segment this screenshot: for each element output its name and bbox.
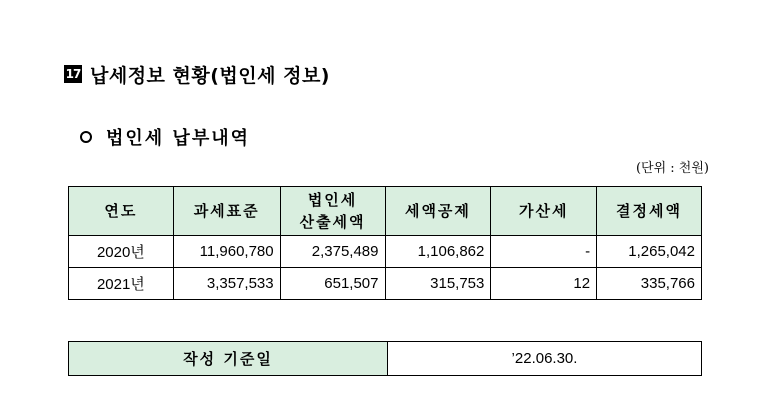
header-additional-tax: 가산세 — [491, 187, 597, 236]
cell-computed-tax: 651,507 — [280, 268, 385, 300]
reference-date-label: 작성 기준일 — [69, 342, 388, 376]
unit-note: (단위 : 천원) — [635, 161, 709, 176]
cell-year: 2021년 — [69, 268, 174, 300]
subsection-title-text: 법인세 납부내역 — [106, 128, 250, 149]
cell-computed-tax: 2,375,489 — [280, 236, 385, 268]
cell-tax-base: 11,960,780 — [173, 236, 280, 268]
cell-tax-credit: 315,753 — [385, 268, 491, 300]
reference-date-value: ’22.06.30. — [388, 342, 702, 376]
cell-year: 2020년 — [69, 236, 174, 268]
section-title — [64, 62, 330, 86]
header-tax-credit: 세액공제 — [385, 187, 491, 236]
header-computed-tax — [280, 187, 385, 236]
cell-tax-base: 3,357,533 — [173, 268, 280, 300]
section-title-text: 납세정보 현황(법인세 정보) — [90, 64, 330, 87]
header-year: 연도 — [69, 187, 174, 236]
header-computed-tax-line2: 산출세액 — [299, 213, 366, 231]
section-number-badge: 17 — [65, 67, 81, 81]
table-header-row — [69, 187, 702, 236]
reference-date-table — [68, 341, 702, 376]
table-row — [69, 268, 702, 300]
cell-tax-credit: 1,106,862 — [385, 236, 491, 268]
table-row — [69, 236, 702, 268]
header-final-tax: 결정세액 — [597, 187, 702, 236]
circle-bullet-icon — [80, 131, 92, 143]
tax-payment-table — [68, 186, 702, 300]
header-computed-tax-line1: 법인세 — [307, 191, 358, 209]
cell-additional-tax: - — [491, 236, 597, 268]
header-tax-base: 과세표준 — [173, 187, 280, 236]
cell-additional-tax: 12 — [491, 268, 597, 300]
cell-final-tax: 1,265,042 — [597, 236, 702, 268]
subsection-title — [80, 124, 250, 150]
reference-row — [69, 342, 702, 376]
cell-final-tax: 335,766 — [597, 268, 702, 300]
